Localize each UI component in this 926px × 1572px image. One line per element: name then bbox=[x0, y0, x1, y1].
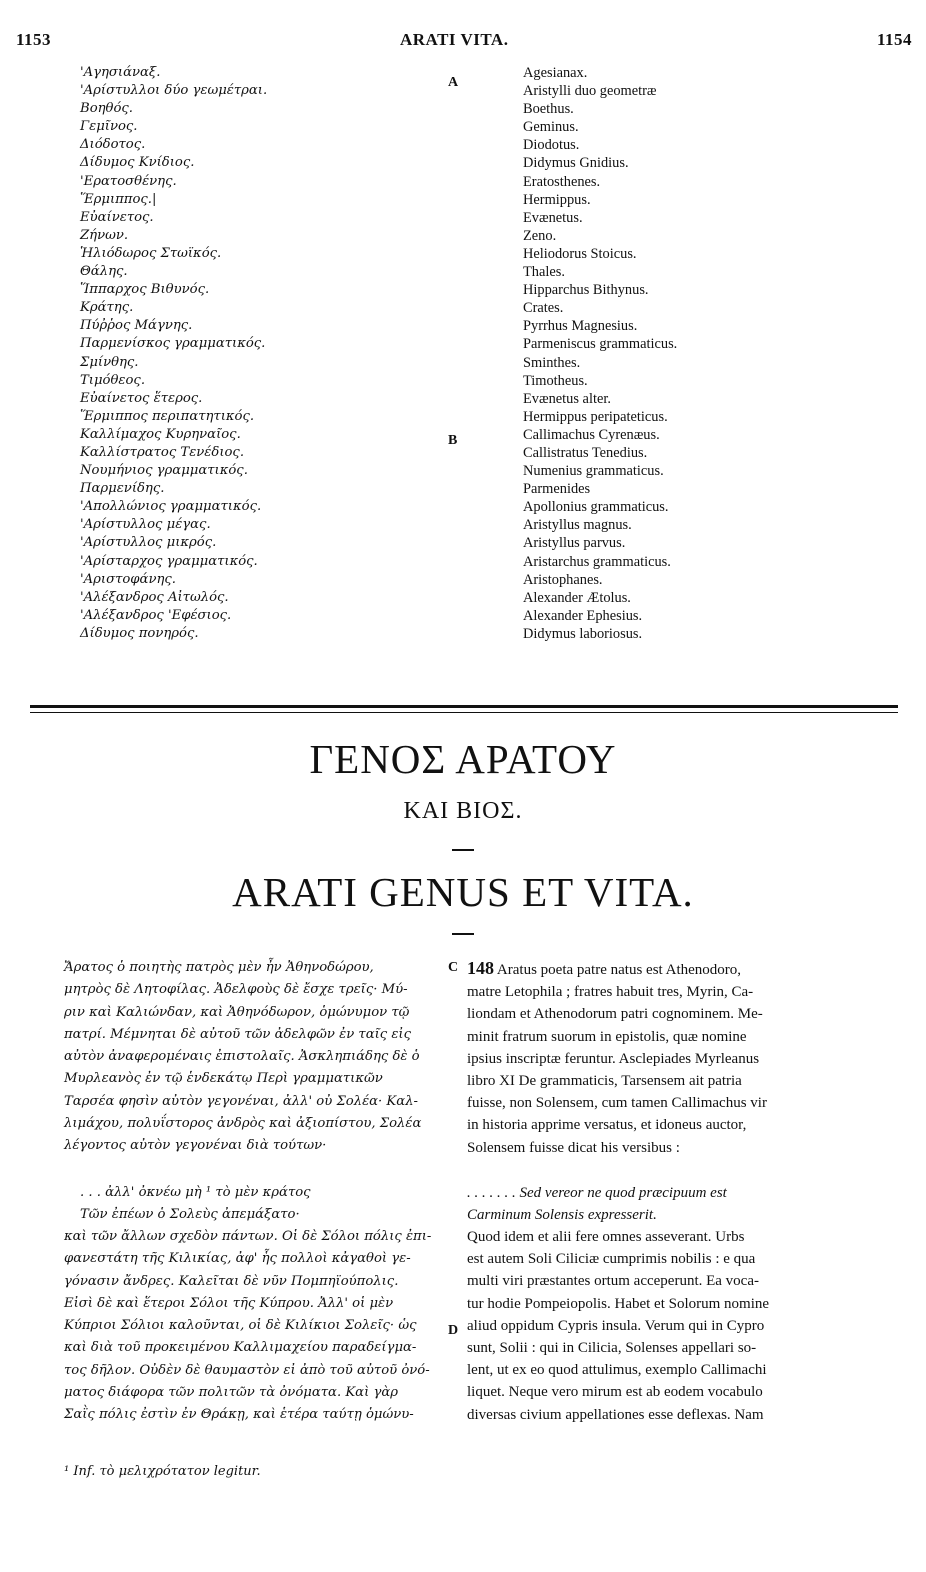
latin-name-item: Thales. bbox=[523, 264, 565, 281]
greek-text-line: γόνασιν ἄνδρες. Καλεῖται δὲ νῦν Πομπηϊούπολις. bbox=[64, 1273, 399, 1289]
greek-paragraph-1 bbox=[64, 957, 444, 1158]
greek-text-line: Μυρλεανὸς ἐν τῷ ἑνδεκάτῳ Περὶ γραμματικῶν bbox=[64, 1071, 383, 1087]
greek-text-line: καὶ διὰ τοῦ προκειμένου Καλλιμαχείου παραδείγμα- bbox=[64, 1340, 417, 1356]
latin-name-item: Timotheus. bbox=[523, 372, 588, 389]
latin-name-item: Alexander Ephesius. bbox=[523, 607, 643, 624]
latin-name-item: Parmenides bbox=[523, 481, 591, 498]
greek-text-line: Σαῒς πόλις ἐστὶν ἐν Θράκῃ, καὶ ἑτέρα ταύτῃ ὁμώνυ- bbox=[64, 1407, 414, 1423]
greek-text-line: λέγοντος αὐτὸν γεγονέναι διὰ τούτων· bbox=[64, 1138, 327, 1154]
greek-name-item: Τιμόθεος. bbox=[80, 372, 146, 388]
section-rule-thick bbox=[30, 705, 898, 708]
latin-name-item: Callistratus Tenedius. bbox=[523, 444, 648, 461]
greek-name-item: 'Αριστοφάνης. bbox=[80, 571, 176, 587]
greek-name-item: 'Αρίσταρχος γραμματικός. bbox=[80, 553, 258, 569]
latin-name-item: Eratosthenes. bbox=[523, 173, 601, 190]
greek-text-line: αὐτὸν ἀναφερομέναις ἐπιστολαῖς. Ἀσκληπιάδης δὲ ὁ bbox=[64, 1049, 420, 1065]
latin-text-line: matre Letophila ; fratres habuit tres, Myrin, Ca- bbox=[467, 984, 754, 1001]
latin-text-line: aliud oppidum Cypris insula. Verum qui in Cypro bbox=[467, 1317, 765, 1334]
latin-name-item: Didymus Gnidius. bbox=[523, 155, 629, 172]
greek-text-line: Ἄρατος ὁ ποιητὴς πατρὸς μὲν ἦν Ἀθηνοδώρου, bbox=[64, 960, 374, 975]
margin-mark-a: A bbox=[448, 75, 459, 90]
page-number-right: 1154 bbox=[876, 30, 912, 49]
greek-name-item: Σμίνθης. bbox=[80, 354, 139, 370]
title-dash-2 bbox=[452, 933, 474, 935]
section-number: 148 bbox=[467, 958, 494, 978]
latin-name-item: Boethus. bbox=[523, 101, 574, 118]
greek-name-item: Θάλης. bbox=[80, 264, 128, 280]
latin-verse-line: . . . . . . . Sed vereor ne quod præcipuum est bbox=[467, 1185, 727, 1201]
greek-text-line: μητρὸς δὲ Λητοφίλας. Ἀδελφοὺς δὲ ἔσχε τρεῖς· Μύ- bbox=[64, 982, 408, 998]
greek-text-line: πατρί. Μέμνηται δὲ αὐτοῦ τῶν ἀδελφῶν ἐν ταῖς εἰς bbox=[64, 1026, 411, 1042]
latin-text-line: ipsius inscriptæ feruntur. Asclepiades Myrleanus bbox=[467, 1050, 760, 1067]
latin-paragraph-1 bbox=[467, 957, 907, 1159]
footnote: ¹ Inf. τὸ μελιχρότατον legitur. bbox=[64, 1464, 261, 1479]
greek-name-item: Δίδυμος πονηρός. bbox=[80, 625, 199, 641]
latin-name-item: Numenius grammaticus. bbox=[523, 463, 664, 480]
margin-mark-d: D bbox=[448, 1323, 459, 1338]
latin-text-line: diversas civium appellationes esse deflexas. Nam bbox=[467, 1406, 764, 1423]
latin-name-item: Geminus. bbox=[523, 119, 579, 136]
greek-name-item: Ἵππαρχος Βιθυνός. bbox=[80, 282, 210, 298]
greek-text-line: Κύπριοι Σόλιοι καλοῦνται, οἱ δὲ Κιλίκιοι Σολεῖς· ὡς bbox=[64, 1318, 417, 1334]
greek-name-item: Γεμῖνος. bbox=[80, 119, 138, 135]
latin-name-item: Aristylli duo geometræ bbox=[523, 83, 657, 100]
greek-name-item: Εὐαίνετος. bbox=[80, 209, 154, 225]
greek-text-line: τος δῆλον. Οὐδὲν δὲ θαυμαστὸν εἰ ἀπὸ τοῦ αὐτοῦ ὀνό- bbox=[64, 1362, 430, 1378]
greek-name-item: Ἡλιόδωρος Στωϊκός. bbox=[80, 245, 222, 261]
latin-text-line: minit fratrum suorum in epistolis, quæ nomine bbox=[467, 1028, 747, 1045]
latin-name-item: Aristyllus parvus. bbox=[523, 535, 626, 552]
title-dash-1 bbox=[452, 849, 474, 851]
greek-name-item: 'Αλέξανδρος 'Εφέσιος. bbox=[80, 607, 232, 623]
latin-name-item: Hipparchus Bithynus. bbox=[523, 282, 649, 299]
latin-name-item: Callimachus Cyrenæus. bbox=[523, 426, 660, 443]
greek-text-line: ριν καὶ Καλιώνδαν, καὶ Ἀθηνόδωρον, ὁμώνυμον τῷ bbox=[64, 1004, 410, 1020]
greek-name-item: Νουμήνιος γραμματικός. bbox=[80, 463, 248, 479]
greek-name-item: 'Απολλώνιος γραμματικός. bbox=[80, 499, 262, 515]
latin-name-item: Heliodorus Stoicus. bbox=[523, 245, 637, 262]
latin-title: ARATI GENUS ET VITA. bbox=[232, 869, 694, 915]
section-rule-thin bbox=[30, 712, 898, 713]
latin-text-line: Solensem fuisse dicat his versibus : bbox=[467, 1139, 680, 1156]
latin-text-line: libro XI De grammaticis, Tarsensem ait patria bbox=[467, 1073, 742, 1090]
greek-name-item: Εὐαίνετος ἕτερος. bbox=[80, 390, 203, 406]
latin-text-line: fuisse, non Solensem, cum tamen Callimachus vir bbox=[467, 1095, 767, 1112]
latin-name-item: Parmeniscus grammaticus. bbox=[523, 336, 678, 353]
greek-name-item: 'Αρίστυλλοι δύο γεωμέτραι. bbox=[80, 83, 268, 99]
latin-verse-line: Carminum Solensis expresserit. bbox=[467, 1207, 657, 1224]
margin-mark-c: C bbox=[448, 960, 459, 975]
greek-text-line: ματος διάφορα τῶν πολιτῶν τὰ ὀνόματα. Καὶ γὰρ bbox=[64, 1385, 398, 1401]
greek-name-item: Ἕρμιππος περιπατητικός. bbox=[80, 408, 255, 424]
latin-name-item: Zeno. bbox=[523, 227, 557, 244]
greek-name-item: Διόδοτος. bbox=[80, 137, 146, 153]
latin-text-line: in historia apprime versatus, et idoneus auctor, bbox=[467, 1117, 747, 1134]
greek-name-item: Ἕρμιππος.| bbox=[80, 191, 157, 207]
latin-name-item: Aristophanes. bbox=[523, 571, 603, 588]
greek-name-item: Δίδυμος Κνίδιος. bbox=[80, 155, 195, 171]
latin-name-item: Evænetus alter. bbox=[523, 390, 611, 407]
latin-name-list bbox=[523, 64, 903, 643]
greek-paragraph-2 bbox=[64, 1226, 444, 1427]
greek-subtitle: ΚΑΙ ΒΙΟΣ. bbox=[403, 798, 523, 824]
running-title: ARATI VITA. bbox=[400, 30, 509, 49]
latin-text-line: multi viri præstantes ortum acceperunt. Ea voca- bbox=[467, 1273, 759, 1290]
latin-name-item: Agesianax. bbox=[523, 65, 588, 81]
latin-name-item: Pyrrhus Magnesius. bbox=[523, 318, 638, 335]
latin-name-item: Aristyllus magnus. bbox=[523, 517, 632, 534]
greek-name-item: Καλλίστρατος Τενέδιος. bbox=[80, 444, 245, 460]
latin-name-item: Aristarchus grammaticus. bbox=[523, 553, 671, 570]
page-number-left: 1153 bbox=[16, 30, 52, 49]
greek-text-line: καὶ τῶν ἄλλων σχεδὸν πάντων. Οἱ δὲ Σόλοι πόλις ἐπι- bbox=[64, 1229, 432, 1244]
greek-text-line: λιμάχου, πολυΐστορος ἀνδρὸς καὶ ἀξιοπίστου, Σολέα bbox=[64, 1116, 422, 1132]
latin-text-line: liquet. Neque vero mirum est ab eodem vocabulo bbox=[467, 1384, 763, 1401]
margin-mark-b: B bbox=[448, 433, 458, 448]
latin-text-line: Quod idem et alii fere omnes asseverant. Urbs bbox=[467, 1229, 745, 1245]
greek-name-item: Ζήνων. bbox=[80, 227, 129, 243]
latin-text-line: est autem Soli Ciliciæ cumprimis nobilis : e qua bbox=[467, 1251, 756, 1268]
page-header bbox=[0, 30, 926, 58]
latin-name-item: Evænetus. bbox=[523, 209, 583, 226]
greek-name-item: 'Αρίστυλλος μικρός. bbox=[80, 535, 217, 551]
latin-name-item: Hermippus peripateticus. bbox=[523, 408, 668, 425]
latin-name-item: Diodotus. bbox=[523, 137, 580, 154]
greek-name-item: 'Ερατοσθένης. bbox=[80, 173, 177, 189]
latin-text-line: lent, ut ex eo quod attulimus, exemplo Callimachi bbox=[467, 1362, 767, 1379]
greek-text-line: Ταρσέα φησὶν αὐτὸν γεγονέναι, ἀλλ' οὐ Σολέα· Καλ- bbox=[64, 1093, 419, 1109]
greek-name-item: Παρμενίδης. bbox=[80, 481, 165, 497]
greek-name-item: Κράτης. bbox=[80, 300, 134, 316]
greek-text-line: φανεστάτη τῆς Κιλικίας, ἀφ' ἧς πολλοὶ κἀγαθοὶ γε- bbox=[64, 1251, 411, 1267]
greek-text-line: Εἰσὶ δὲ καὶ ἕτεροι Σόλοι τῆς Κύπρου. Ἀλλ' οἱ μὲν bbox=[64, 1295, 394, 1311]
greek-verse bbox=[80, 1182, 460, 1227]
latin-text-line: sunt, Solii : qui in Cilicia, Solenses appellari so- bbox=[467, 1340, 757, 1357]
greek-name-item: 'Αγησιάναξ. bbox=[80, 65, 161, 80]
greek-title: ΓΕΝΟΣ ΑΡΑΤΟΥ bbox=[309, 736, 617, 782]
greek-verse-line: Τῶν ἐπέων ὁ Σολεὺς ἀπεμάξατο· bbox=[80, 1207, 300, 1223]
latin-name-item: Didymus laboriosus. bbox=[523, 625, 643, 642]
greek-name-item: 'Αλέξανδρος Αἰτωλός. bbox=[80, 589, 229, 605]
latin-paragraph-2 bbox=[467, 1226, 907, 1426]
greek-name-item: 'Αρίστυλλος μέγας. bbox=[80, 517, 211, 533]
greek-verse-line: . . . ἀλλ' ὀκνέω μὴ ¹ τὸ μὲν κράτος bbox=[80, 1185, 311, 1200]
greek-name-item: Πύῤῥος Μάγνης. bbox=[80, 318, 193, 334]
greek-name-item: Καλλίμαχος Κυρηναῖος. bbox=[80, 426, 241, 442]
latin-text-line: liondam et Athenodorum patri cognominem. Me- bbox=[467, 1006, 763, 1023]
latin-line: Aratus poeta patre natus est Athenodoro, bbox=[494, 962, 742, 978]
latin-name-item: Alexander Ætolus. bbox=[523, 589, 631, 606]
latin-name-item: Hermippus. bbox=[523, 191, 591, 208]
latin-verse bbox=[467, 1182, 907, 1226]
greek-name-item: Βοηθός. bbox=[80, 101, 133, 117]
greek-name-item: Παρμενίσκος γραμματικός. bbox=[80, 336, 266, 352]
latin-name-item: Crates. bbox=[523, 300, 564, 317]
latin-name-item: Sminthes. bbox=[523, 354, 581, 371]
greek-name-list bbox=[80, 64, 340, 643]
latin-name-item: Apollonius grammaticus. bbox=[523, 499, 669, 516]
latin-text-line: tur hodie Pompeiopolis. Habet et Solorum nomine bbox=[467, 1295, 770, 1312]
